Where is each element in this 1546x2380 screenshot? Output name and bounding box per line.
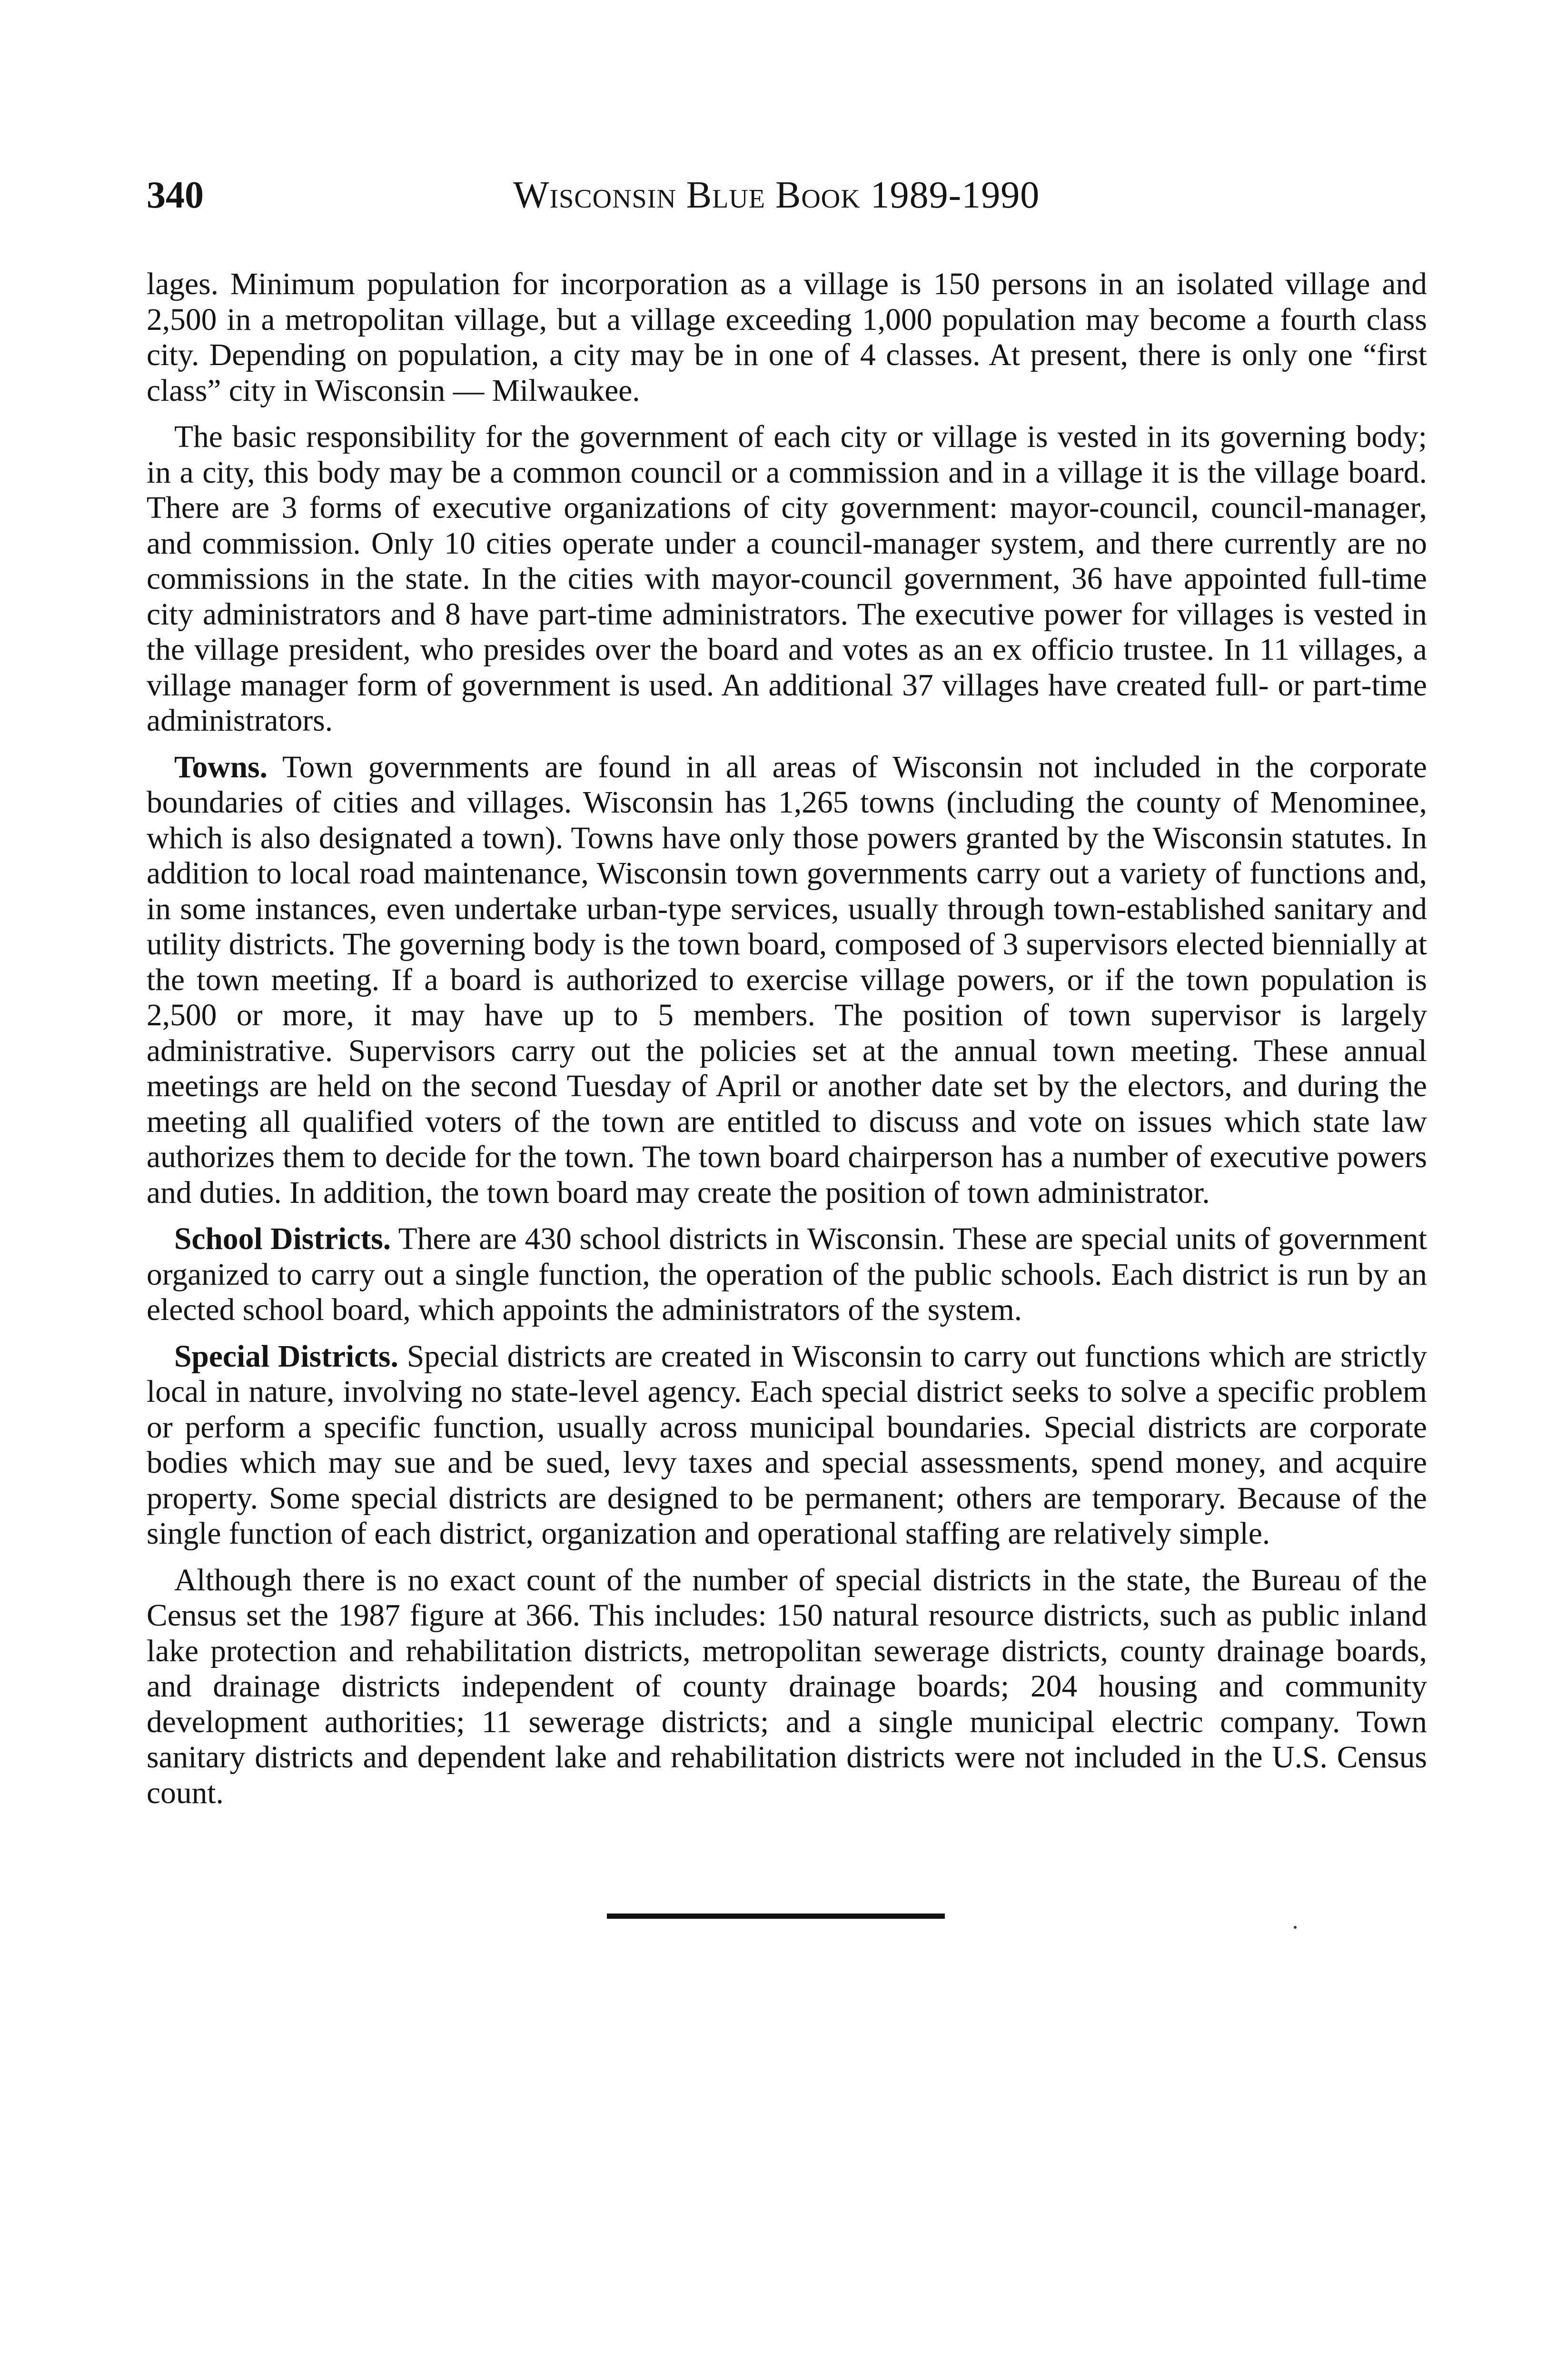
paragraph-census-count — [147, 1563, 1427, 1811]
paragraph-text: There are 430 school districts in Wisconsin. These are special units of government organized to carry out a single function, the operation of the public schools. Each district is run by an elected school board, which appoints the administrators of the system. — [147, 1222, 1427, 1327]
section-heading-towns: Towns. — [174, 750, 268, 784]
paragraph-towns — [147, 750, 1427, 1211]
section-end-rule — [607, 1914, 945, 1919]
paragraph-incorporation — [147, 267, 1427, 408]
page-number: 340 — [147, 174, 204, 216]
section-heading-school-districts: School Districts. — [174, 1222, 391, 1256]
paragraph-text: Although there is no exact count of the number of special districts in the state, the Bureau of the Census set the 1987 figure at 366. This includes: 150 natural resource districts, such as public inland lake protection and rehabilitation districts, metropolitan sewerage districts, county drainage boards, and drainage districts independent of county drainage boards; 204 housing and community development authorities; 11 sewerage districts; and a single municipal electric company. Town sanitary districts and dependent lake and rehabilitation districts were not included in the U.S. Census count. — [147, 1563, 1427, 1810]
section-heading-special-districts: Special Districts. — [174, 1339, 398, 1374]
paragraph-special-districts — [147, 1339, 1427, 1552]
paragraph-city-village-government — [147, 419, 1427, 739]
paragraph-school-districts — [147, 1221, 1427, 1328]
paragraph-text: Special districts are created in Wisconsin to carry out functions which are strictly local in nature, involving no state-level agency. Each special district seeks to solve a specific problem or perform a specific function, usually across municipal boundaries. Special districts are corporate bodies which may sue and be sued, levy taxes and special assessments, spend money, and acquire property. Some special districts are designed to be permanent; others are temporary. Because of the single function of each district, organization and operational staffing are relatively simple. — [147, 1339, 1427, 1551]
running-head — [147, 171, 1432, 224]
paragraph-text: Town governments are found in all areas of Wisconsin not included in the corporate boundaries of cities and villages. Wisconsin has 1,265 towns (including the county of Menominee, which is also designated a town). Towns have only those powers granted by the Wisconsin statutes. In addition to local road maintenance, Wisconsin town governments carry out a variety of functions and, in some instances, even undertake urban-type services, usually through town-established sanitary and utility districts. The governing body is the town board, composed of 3 supervisors elected biennially at the town meeting. If a board is authorized to exercise village powers, or if the town population is 2,500 or more, it may have up to 5 members. The position of town supervisor is largely administrative. Supervisors carry out the policies set at the annual town meeting. These annual meetings are held on the second Tuesday of April or another date set by the electors, and during the meeting all qualified voters of the town are entitled to discuss and vote on issues which state law authorizes them to decide for the town. The town board chairperson has a number of executive powers and duties. In addition, the town board may create the position of town administrator. — [147, 750, 1427, 1210]
print-speck — [1294, 1926, 1297, 1929]
paragraph-text: The basic responsibility for the government of each city or village is vested in its governing body; in a city, this body may be a common council or a commission and in a village it is the village board. There are 3 forms of executive organizations of city government: mayor-council, council-manager, and commission. Only 10 cities operate under a council-manager system, and there currently are no commissions in the state. In the cities with mayor-council government, 36 have appointed full-time city administrators and 8 have part-time administrators. The executive power for villages is vested in the village president, who presides over the board and votes as an ex officio trustee. In 11 villages, a village manager form of government is used. An additional 37 villages have created full- or part-time administrators. — [147, 420, 1427, 738]
paragraph-text: lages. Minimum population for incorporation as a village is 150 persons in an isolated village and 2,500 in a metropolitan village, but a village exceeding 1,000 population may become a fourth class city. Depending on population, a city may be in one of 4 classes. At present, there is only one “first class” city in Wisconsin — Milwaukee. — [147, 267, 1427, 408]
book-title: Wisconsin Blue Book 1989-1990 — [513, 174, 1040, 216]
body-text — [147, 267, 1427, 1822]
